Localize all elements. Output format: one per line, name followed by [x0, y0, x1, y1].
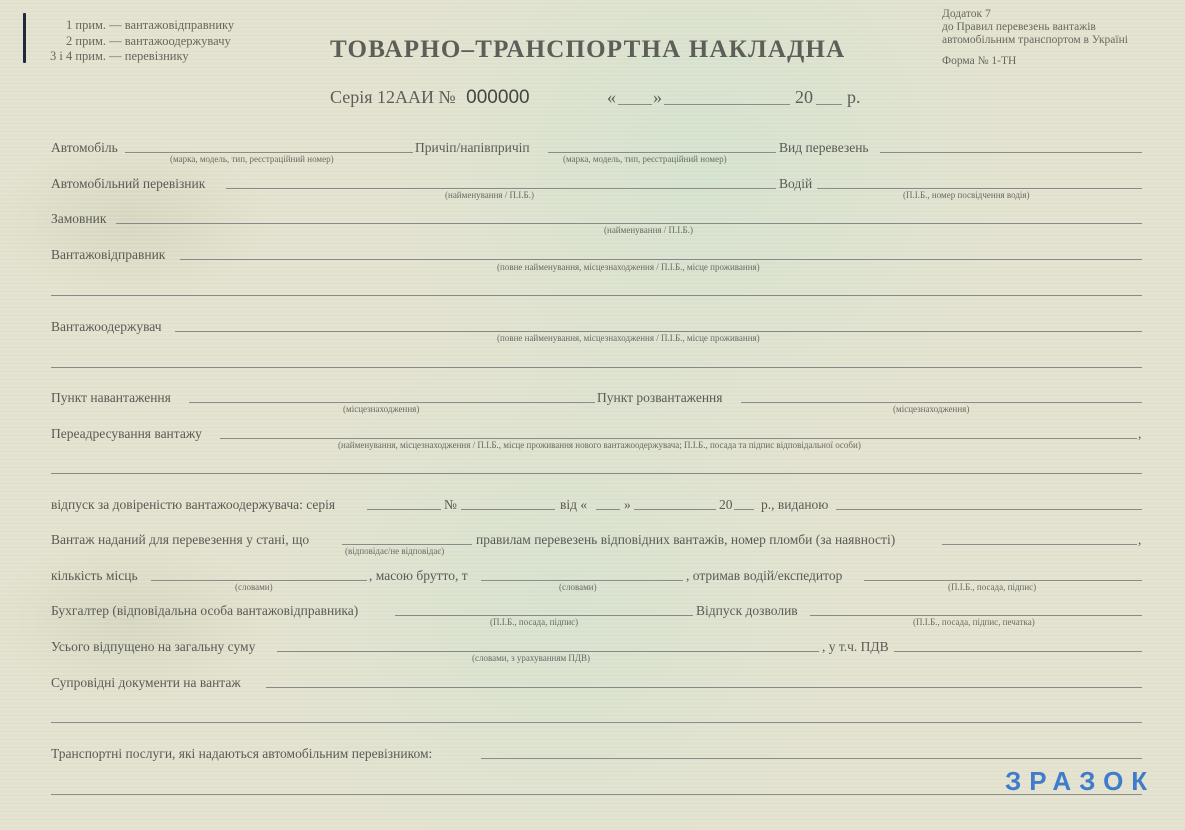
carrier-hint: (найменування / П.І.Б.) — [445, 190, 534, 200]
condition-middle-text: правилам перевезень відповідних вантажів, номер пломби (за наявності) — [476, 532, 896, 547]
shipper-label: Вантажовідправник — [51, 247, 166, 262]
proxy-close-quote: » — [624, 497, 631, 512]
date-year-prefix: 20 — [795, 87, 813, 107]
total-amount-hint: (словами, з урахуванням ПДВ) — [472, 653, 591, 663]
loading-point-hint: (місцезнаходження) — [343, 404, 420, 414]
date-month-field[interactable] — [664, 104, 790, 105]
copy-3-4: 3 і 4 прим. — перевізнику — [50, 49, 189, 63]
gross-mass-field[interactable] — [481, 580, 683, 581]
date-year-field[interactable] — [816, 104, 842, 105]
places-field[interactable] — [151, 580, 367, 581]
appendix-line-2: до Правил перевезень вантажів — [942, 21, 1096, 33]
consignee-field-line-2[interactable] — [51, 367, 1142, 368]
proxy-label: відпуск за довіреністю вантажоодержувача: серія — [51, 497, 336, 512]
accountant-field[interactable] — [395, 615, 693, 616]
document-date — [607, 87, 616, 108]
proxy-issued-label: р., виданою — [761, 497, 829, 512]
accountant-hint: (П.І.Б., посада, підпис) — [490, 617, 579, 627]
condition-hint: (відповідає/не відповідає) — [345, 546, 445, 556]
services-field-line-2[interactable] — [51, 794, 1142, 795]
car-field[interactable] — [125, 152, 413, 153]
consignee-field[interactable] — [175, 331, 1142, 332]
customer-hint: (найменування / П.І.Б.) — [604, 225, 693, 235]
transport-type-field[interactable] — [880, 152, 1142, 153]
gross-mass-hint: (словами) — [559, 582, 597, 592]
form-number: Форма № 1-ТН — [942, 55, 1017, 67]
shipper-field[interactable] — [180, 259, 1142, 260]
proxy-number-field[interactable] — [461, 509, 555, 510]
appendix-note — [942, 8, 1128, 68]
readdressing-field-line-2[interactable] — [51, 473, 1142, 474]
loading-point-field[interactable] — [189, 402, 595, 403]
proxy-year-prefix: 20 — [719, 497, 733, 512]
places-label: кількість місць — [51, 568, 138, 583]
services-label: Транспортні послуги, які надаються автомобільним перевізником: — [51, 746, 433, 761]
condition-label: Вантаж наданий для перевезення у стані, що — [51, 532, 310, 547]
places-hint: (словами) — [235, 582, 273, 592]
release-allowed-hint: (П.І.Б., посада, підпис, печатка) — [913, 617, 1035, 627]
consignee-hint: (повне найменування, місцезнаходження / П.І.Б., місце проживання) — [497, 333, 760, 343]
transport-type-label: Вид перевезень — [779, 140, 869, 155]
readdressing-comma: , — [1138, 426, 1142, 441]
customer-field[interactable] — [116, 223, 1142, 224]
loading-point-label: Пункт навантаження — [51, 390, 171, 405]
unloading-point-label: Пункт розвантаження — [597, 390, 723, 405]
proxy-month-field[interactable] — [634, 509, 716, 510]
driver-label: Водій — [779, 176, 813, 191]
binder-mark — [23, 13, 26, 63]
release-allowed-label: Відпуск дозволив — [696, 603, 798, 618]
received-by-field[interactable] — [864, 580, 1142, 581]
vat-field[interactable] — [894, 651, 1142, 652]
date-year-suffix: р. — [847, 87, 861, 107]
consignee-label: Вантажоодержувач — [51, 319, 162, 334]
proxy-year-field[interactable] — [734, 509, 754, 510]
shipper-hint: (повне найменування, місцезнаходження / П.І.Б., місце проживання) — [497, 262, 760, 272]
copy-1: 1 прим. — вантажовідправнику — [66, 18, 235, 32]
series-number: 000000 — [466, 87, 530, 108]
series-line — [330, 87, 530, 109]
seal-number-field[interactable] — [942, 544, 1137, 545]
car-label: Автомобіль — [51, 140, 118, 155]
documents-field[interactable] — [266, 687, 1142, 688]
gross-mass-label: , масою брутто, т — [369, 568, 468, 583]
appendix-line-3: автомобільним транспортом в Україні — [942, 34, 1128, 46]
trailer-hint: (марка, модель, тип, реєстраційний номер) — [563, 154, 727, 164]
car-hint: (марка, модель, тип, реєстраційний номер) — [170, 154, 334, 164]
driver-hint: (П.І.Б., номер посвідчення водія) — [903, 190, 1030, 200]
date-close-quote: » — [653, 87, 662, 107]
proxy-number-label: № — [444, 497, 457, 512]
readdressing-hint: (найменування, місцезнаходження / П.І.Б., місце проживання нового вантажоодержувача; П.І.Б., посада та підпис відповідальної особи) — [338, 440, 861, 450]
shipper-field-line-2[interactable] — [51, 295, 1142, 296]
proxy-from-label: від « — [560, 497, 588, 512]
readdressing-field[interactable] — [220, 438, 1137, 439]
document-title: ТОВАРНО–ТРАНСПОРТНА НАКЛАДНА — [330, 36, 846, 63]
sample-stamp: ЗРАЗОК — [1005, 766, 1156, 796]
unloading-point-field[interactable] — [741, 402, 1142, 403]
condition-comma: , — [1138, 532, 1142, 547]
received-by-hint: (П.І.Б., посада, підпис) — [948, 582, 1037, 592]
unloading-point-hint: (місцезнаходження) — [893, 404, 970, 414]
series-label: Серія 12ААИ № — [330, 87, 456, 107]
copies-distribution — [50, 18, 234, 65]
documents-field-line-2[interactable] — [51, 722, 1142, 723]
accountant-label: Бухгалтер (відповідальна особа вантажовідправника) — [51, 603, 359, 618]
release-allowed-field[interactable] — [810, 615, 1142, 616]
proxy-issued-field[interactable] — [836, 509, 1142, 510]
readdressing-label: Переадресування вантажу — [51, 426, 202, 441]
total-amount-label: Усього відпущено на загальну суму — [51, 639, 256, 654]
carrier-field[interactable] — [226, 188, 776, 189]
total-amount-field[interactable] — [277, 651, 819, 652]
proxy-day-field[interactable] — [596, 509, 620, 510]
received-by-label: , отримав водій/експедитор — [686, 568, 843, 583]
condition-field[interactable] — [342, 544, 472, 545]
trailer-field[interactable] — [548, 152, 776, 153]
copy-2: 2 прим. — вантажоодержувачу — [66, 33, 231, 48]
date-open-quote: « — [607, 87, 616, 107]
customer-label: Замовник — [51, 211, 107, 226]
date-day-field[interactable] — [618, 104, 652, 105]
documents-label: Супровідні документи на вантаж — [51, 675, 241, 690]
driver-field[interactable] — [817, 188, 1142, 189]
vat-label: , у т.ч. ПДВ — [822, 639, 889, 654]
carrier-label: Автомобільний перевізник — [51, 176, 206, 191]
services-field[interactable] — [481, 758, 1142, 759]
appendix-line-1: Додаток 7 — [942, 8, 991, 20]
proxy-series-field[interactable] — [367, 509, 441, 510]
trailer-label: Причіп/напівпричіп — [415, 140, 530, 155]
